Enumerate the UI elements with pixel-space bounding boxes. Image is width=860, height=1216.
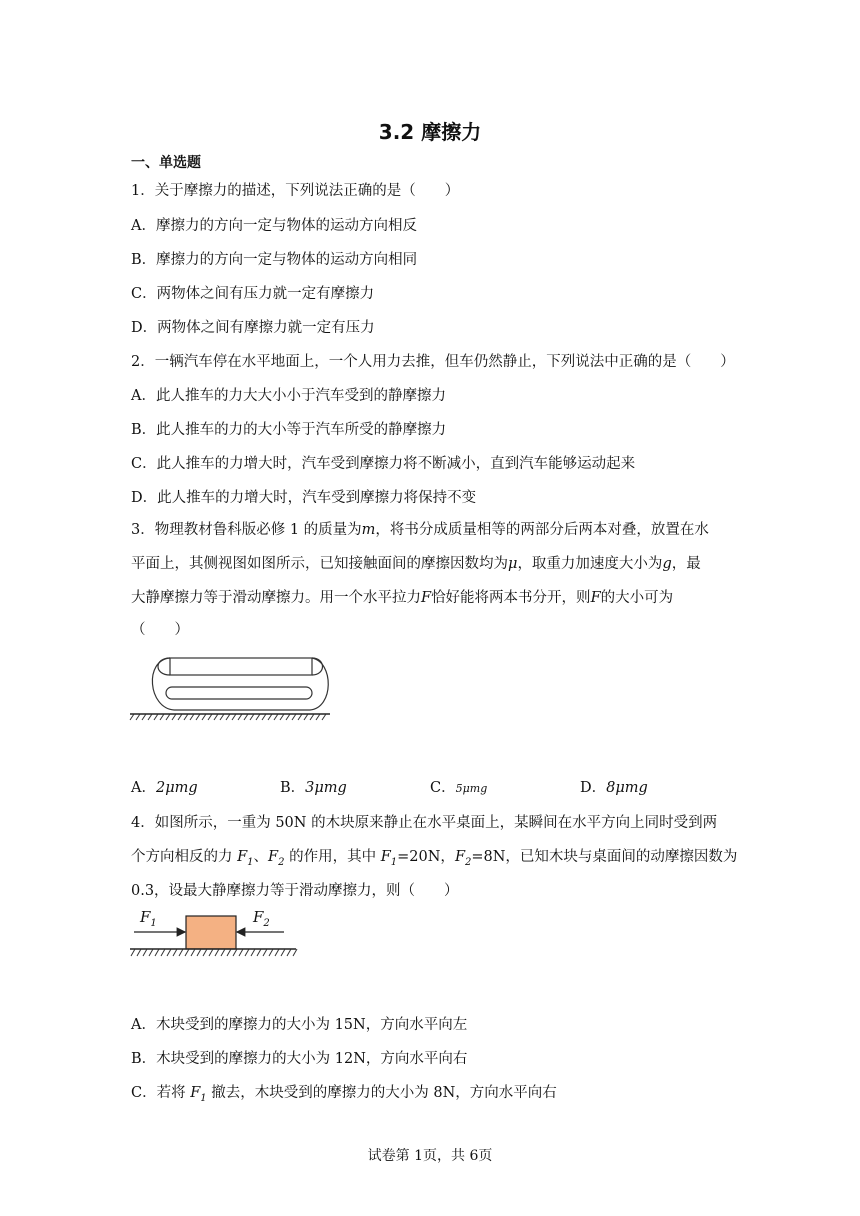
books-figure	[130, 652, 330, 724]
q3-option-a: A．2μmg	[131, 780, 198, 796]
q4-option-c: C．若将 $F_1$ 撤去，木块受到的摩擦力的大小为 8N，方向水平向右	[131, 1085, 557, 1104]
q2-option-a: A．此人推车的力大大小小于汽车受到的静摩擦力	[131, 388, 446, 404]
q4-stem-line3: 0.3，设最大静摩擦力等于滑动摩擦力，则（ ）	[131, 883, 459, 899]
q2-option-b: B．此人推车的力的大小等于汽车所受的静摩擦力	[131, 422, 447, 438]
var-m: m	[361, 522, 376, 538]
page-footer: 试卷第 1页，共 6页	[367, 1148, 493, 1164]
section-heading: 一、单选题	[131, 155, 201, 171]
q3-stem-line3: 大静摩擦力等于滑动摩擦力。用一个水平拉力F恰好能将两本书分开，则F的大小可为	[131, 590, 674, 606]
q4-stem-line2: 个方向相反的力 $F_1$、$F_2$ 的作用，其中 $F_1=20N$，$F_2=8N$，已知木块与桌面间的动摩擦因数为	[131, 849, 738, 868]
q2-stem: 2．一辆汽车停在水平地面上，一个人用力去推，但车仍然静止，下列说法中正确的是（ ）	[131, 354, 735, 370]
var-F: F	[590, 590, 601, 606]
var-mu: μ	[508, 556, 518, 572]
q4-stem-line1: 4．如图所示，一重为 50N 的木块原来静止在水平桌面上，某瞬间在水平方向上同时受到两	[131, 815, 718, 831]
q2-option-c: C．此人推车的力增大时，汽车受到摩擦力将不断减小，直到汽车能够运动起来	[131, 456, 636, 472]
page-title: 3.2 摩擦力	[378, 120, 482, 144]
q3-option-b: B．3μmg	[280, 780, 347, 796]
label-f1: $F_1$	[140, 908, 157, 929]
var-g: g	[662, 556, 672, 572]
block-figure	[130, 908, 300, 968]
q1-stem: 1．关于摩擦力的描述，下列说法正确的是（ ）	[131, 183, 460, 199]
q2-option-d: D．此人推车的力增大时，汽车受到摩擦力将保持不变	[131, 490, 477, 506]
q3-stem-line1: 3．物理教材鲁科版必修 1 的质量为m，将书分成质量相等的两部分后两本对叠，放置在水	[131, 522, 709, 538]
q3-option-c: C．5μmg	[430, 780, 488, 796]
q4-option-a: A．木块受到的摩擦力的大小为 15N，方向水平向左	[131, 1017, 468, 1033]
q1-option-d: D．两物体之间有摩擦力就一定有压力	[131, 320, 375, 336]
q1-option-c: C．两物体之间有压力就一定有摩擦力	[131, 286, 375, 302]
q3-stem-line4: （ ）	[131, 622, 189, 638]
var-F: F	[421, 590, 432, 606]
q3-option-d: D．8μmg	[580, 780, 648, 796]
label-f2: $F_2$	[253, 908, 270, 929]
q3-stem-line2: 平面上，其侧视图如图所示，已知接触面间的摩擦因数均为μ，取重力加速度大小为g，最	[131, 556, 701, 572]
q4-option-b: B．木块受到的摩擦力的大小为 12N，方向水平向右	[131, 1051, 468, 1067]
wooden-block	[186, 916, 236, 949]
q1-option-b: B．摩擦力的方向一定与物体的运动方向相同	[131, 252, 418, 268]
q1-option-a: A．摩擦力的方向一定与物体的运动方向相反	[131, 218, 417, 234]
